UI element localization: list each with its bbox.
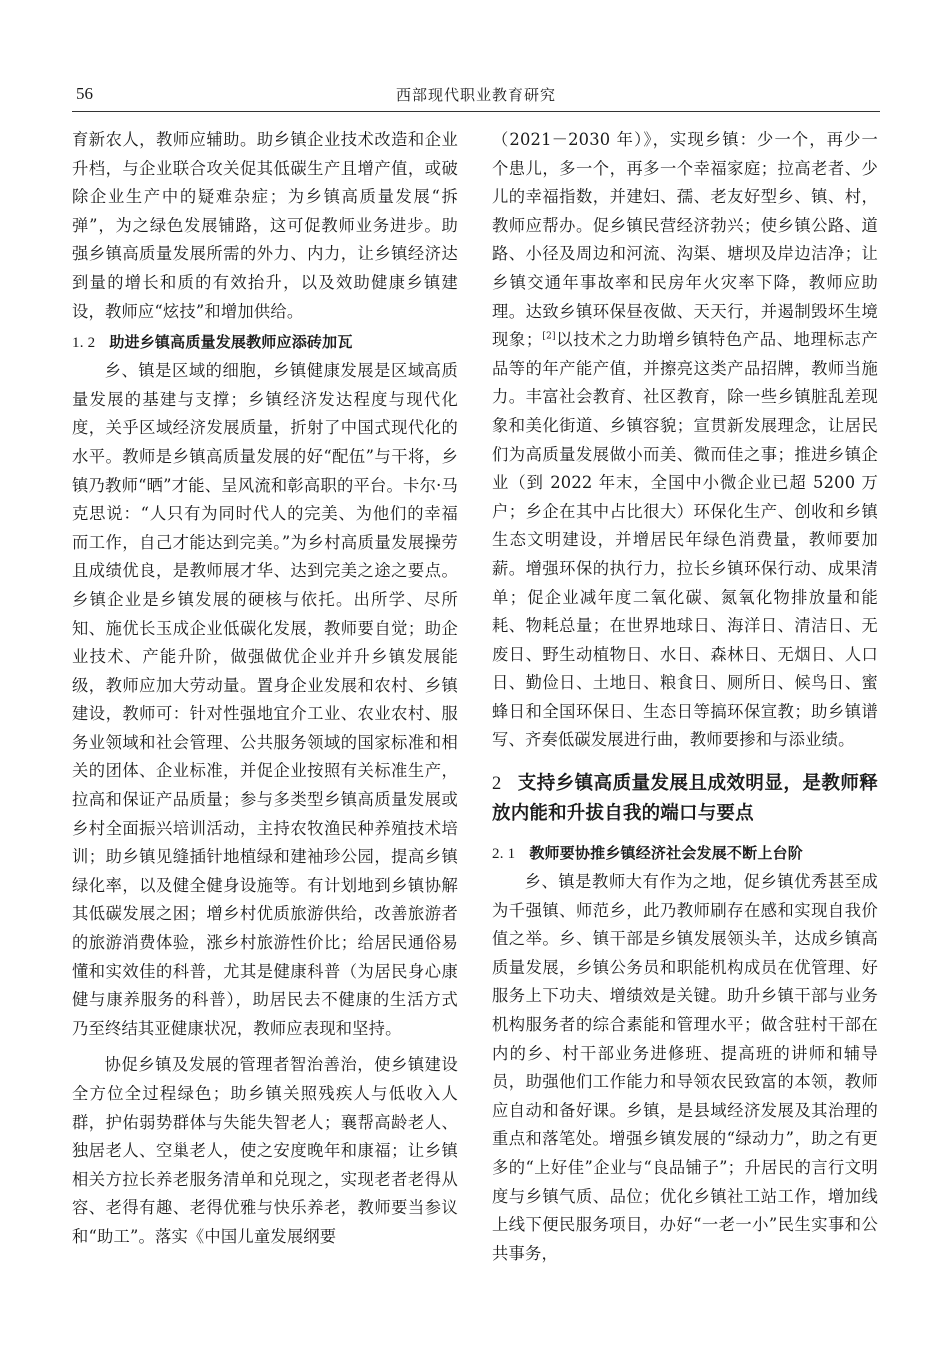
- paragraph-part: （2021－2030 年）》，实现乡镇：少一个，再少一个患儿，多一个，再多一个幸福家庭；拉高老者、少儿的幸福指数，并建妇、孺、老友好型乡、镇、村，教师应帮办。促乡镇民营经济勃兴；使乡镇公路、道路、小径及周边和河流、沟渠、塘坝及岸边洁净；让乡镇交通年事故率和民房年火灾率下降，教师应助理。达致乡镇环保昼夜做、天天行，并遏制毁坏生境现象；: [492, 130, 878, 350]
- subsection-number: 1. 2: [72, 335, 96, 352]
- subsection-number: 2. 1: [492, 846, 516, 863]
- subsection-heading-2-1: [492, 839, 878, 868]
- subsection-heading-1-2: [72, 328, 458, 357]
- page-number: 56: [76, 84, 93, 103]
- paragraph-part: 以技术之力助增乡镇特色产品、地理标志产品等的年产能产值，并擦亮这类产品招牌，教师当施力。丰富社会教育、社区教育，除一些乡镇脏乱差现象和美化街道、乡镇容貌；宣贯新发展理念，让居民们为高质量发展做小而美、微而佳之事；推进乡镇企业（到 2022 年末，全国中小微企业已超 5200 万户；乡企在其中占比很大）环保化生产、创收和乡镇生态文明建设，并增居民年绿色消费量，教师要加薪。增强环保的执行力，拉长乡镇环保行动、成果清单；促企业减年度二氧化碳、氮氧化物排放量和能耗、物耗总量；在世界地球日、海洋日、清洁日、无废日、野生动植物日、水日、森林日、无烟日、人口日、勤俭日、土地日、粮食日、厕所日、候鸟日、蜜蜂日和全国环保日、生态日等搞环保宣教；助乡镇谱写、齐奏低碳发展进行曲，教师要掺和与添业绩。: [492, 330, 878, 750]
- paragraph: 育新农人，教师应辅助。助乡镇企业技术改造和企业升档，与企业联合攻关促其低碳生产且增产值，或破除企业生产中的疑难杂症；为乡镇高质量发展“拆弹”，为之绿色发展铺路，这可促教师业务进步。助强乡镇高质量发展所需的外力、内力，让乡镇经济达到量的增长和质的有效抬升，以及效助健康乡镇建设，教师应“炫技”和增加供给。: [72, 130, 458, 321]
- citation-ref[interactable]: [2]: [542, 331, 556, 342]
- left-column: [72, 126, 458, 1252]
- section-heading-2: [492, 769, 878, 829]
- section-number: 2: [492, 774, 502, 795]
- subsection-title: 教师要协推乡镇经济社会发展不断上台阶: [529, 844, 803, 863]
- header-rule: [72, 111, 880, 112]
- paragraph: 乡、镇是区域的细胞，乡镇健康发展是区域高质量发展的基建与支撑；乡镇经济发达程度与现代化度，关乎区域经济发展质量，折射了中国式现代化的水平。教师是乡镇高质量发展的好“配伍”与干将，乡镇乃教师“晒”才能、呈风流和彰高职的平台。卡尔·马克思说：“人只有为同时代人的完美、为他们的幸福而工作，自己才能达到完美。”为乡村高质量发展操劳且成绩优良，是教师展才华、达到完美之途之要点。乡镇企业是乡镇发展的硬核与依托。出所学、尽所知、施优长玉成企业低碳化发展，教师要自觉；助企业技术、产能升阶，做强做优企业并升乡镇发展能级，教师应加大劳动量。置身企业发展和农村、乡镇建设，教师可：针对性强地宜介工业、农业农村、服务业领域和社会管理、公共服务领域的国家标准和相关的团体、企业标准，并促企业按照有关标准生产，拉高和保证产品质量；参与多类型乡镇高质量发展或乡村全面振兴培训活动，主持农牧渔民种养殖技术培训；助乡镇见缝插针地植绿和建袖珍公园，提高乡镇绿化率，以及健全健身设施等。有计划地到乡镇协解其低碳发展之困；增乡村优质旅游供给，改善旅游者的旅游消费体验，涨乡村旅游性价比；给居民通俗易懂和实效佳的科普，尤其是健康科普（为居民身心康健与康养服务的科普），助居民去不健康的生活方式乃至终结其亚健康状况，教师应表现和坚持。: [72, 361, 458, 1038]
- paragraph: 协促乡镇及发展的管理者智治善治，使乡镇建设全方位全过程绿色；助乡镇关照残疾人与低收入人群，护佑弱势群体与失能失智老人；襄帮高龄老人、独居老人、空巢老人，使之安度晚年和康福；让乡镇相关方拉长养老服务清单和兑现之，实现老者老得从容、老得有趣、老得优雅与快乐养老，教师要当参议和“助工”。落实《中国儿童发展纲要: [72, 1055, 458, 1246]
- section-title: 支持乡镇高质量发展且成效明显，是教师释放内能和升拔自我的端口与要点: [492, 773, 878, 825]
- paragraph: [492, 126, 878, 755]
- subsection-title: 助进乡镇高质量发展教师应添砖加瓦: [109, 333, 353, 352]
- right-column: [492, 126, 878, 1268]
- paragraph: 乡、镇是教师大有作为之地，促乡镇优秀甚至成为千强镇、师范乡，此乃教师刷存在感和实现自我价值之举。乡、镇干部是乡镇发展领头羊，达成乡镇高质量发展，乡镇公务员和职能机构成员在优管理、好服务上下功夫、增绩效是关键。助升乡镇干部与业务机构服务者的综合素能和管理水平；做含驻村干部在内的乡、村干部业务进修班、提高班的讲师和辅导员，助强他们工作能力和导领农民致富的本领，教师应自动和备好课。乡镇，是县域经济发展及其治理的重点和落笔处。增强乡镇发展的“绿动力”，助之有更多的“上好佳”企业与“良品铺子”；升居民的言行文明度与乡镇气质、品位；优化乡镇社工站工作，增加线上线下便民服务项目，办好“一老一小”民生实事和公共事务，: [492, 872, 878, 1263]
- page-header: [72, 78, 880, 108]
- journal-title: 西部现代职业教育研究: [395, 86, 556, 104]
